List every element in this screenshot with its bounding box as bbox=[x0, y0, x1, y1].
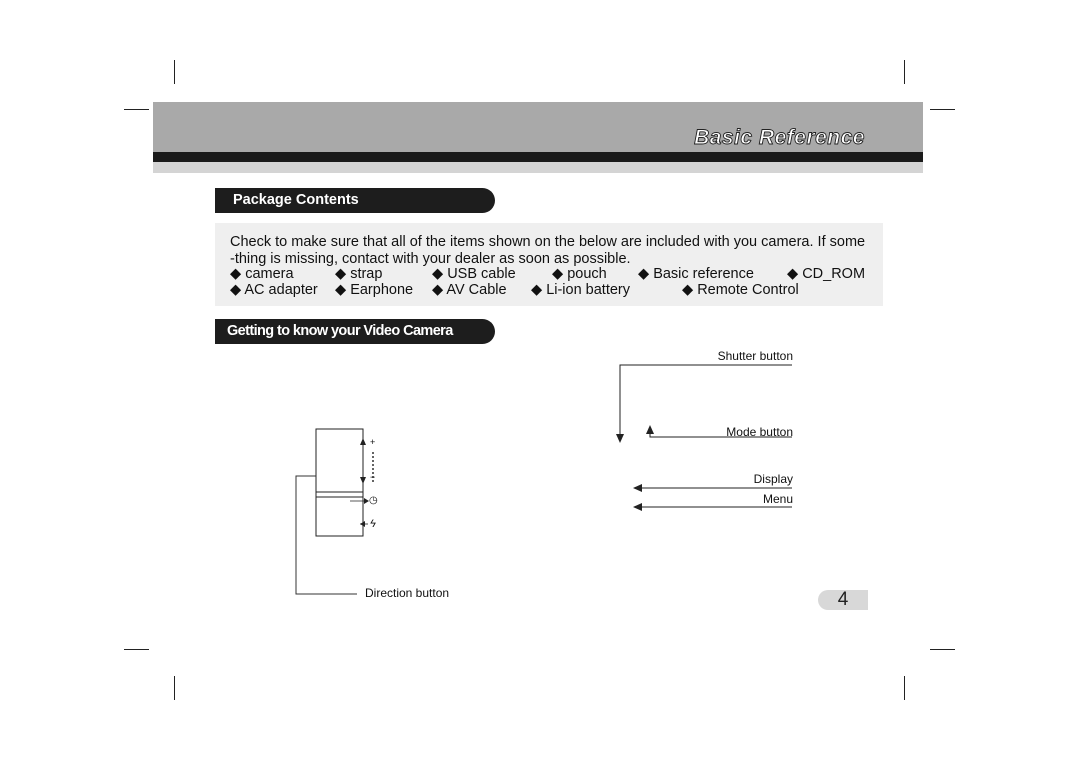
item-label: AC adapter bbox=[244, 282, 318, 298]
page-number: 4 bbox=[818, 590, 868, 610]
list-item bbox=[335, 282, 413, 298]
package-contents-box bbox=[215, 223, 883, 306]
camera-side-diagram bbox=[280, 420, 400, 600]
crop-mark bbox=[124, 649, 149, 650]
bullet-diamond-icon: ◆ bbox=[230, 266, 242, 282]
item-label: CD_ROM bbox=[802, 266, 866, 282]
shutter-button-label: Shutter button bbox=[717, 349, 793, 363]
crop-mark bbox=[904, 676, 905, 700]
list-item bbox=[682, 282, 799, 298]
camera-side-outline bbox=[316, 429, 363, 536]
header-banner bbox=[153, 102, 923, 152]
list-item bbox=[531, 282, 630, 298]
item-label: Basic reference bbox=[653, 266, 754, 282]
bullet-diamond-icon: ◆ bbox=[432, 266, 444, 282]
item-label: USB cable bbox=[447, 266, 516, 282]
list-item bbox=[432, 282, 507, 298]
bullet-diamond-icon: ◆ bbox=[531, 282, 543, 298]
list-item bbox=[432, 266, 516, 282]
bullet-diamond-icon: ◆ bbox=[552, 266, 564, 282]
zoom-plus-icon: + bbox=[370, 437, 376, 447]
list-item bbox=[335, 266, 382, 282]
display-arrow-icon bbox=[633, 484, 642, 492]
direction-leader-line bbox=[296, 476, 357, 594]
bullet-diamond-icon: ◆ bbox=[682, 282, 694, 298]
item-label: Li-ion battery bbox=[546, 282, 631, 298]
item-label: camera bbox=[245, 266, 294, 282]
crop-mark bbox=[904, 60, 905, 84]
header-rule-dark bbox=[153, 152, 923, 162]
bullet-diamond-icon: ◆ bbox=[638, 266, 650, 282]
section-title-camera bbox=[215, 319, 495, 344]
zoom-minus-icon: − bbox=[370, 472, 376, 482]
crop-mark bbox=[930, 649, 955, 650]
bullet-diamond-icon: ◆ bbox=[432, 282, 444, 298]
zoom-up-arrow-icon bbox=[360, 438, 366, 445]
list-item bbox=[638, 266, 754, 282]
self-timer-icon: ◷ bbox=[369, 495, 378, 506]
bullet-diamond-icon: ◆ bbox=[335, 282, 347, 298]
item-label: AV Cable bbox=[446, 282, 507, 298]
section-title-package bbox=[215, 188, 495, 213]
item-label: Earphone bbox=[350, 282, 414, 298]
list-item bbox=[230, 266, 294, 282]
bullet-diamond-icon: ◆ bbox=[335, 266, 347, 282]
crop-mark bbox=[174, 60, 175, 84]
item-label: Remote Control bbox=[697, 282, 799, 298]
package-intro bbox=[230, 234, 875, 267]
list-item bbox=[552, 266, 607, 282]
zoom-down-arrow-icon bbox=[360, 477, 366, 484]
crop-mark bbox=[930, 109, 955, 110]
bullet-diamond-icon: ◆ bbox=[230, 282, 242, 298]
header-rule-light bbox=[153, 162, 923, 173]
intro-line-2: -thing is missing, contact with your dealer as soon as possible. bbox=[230, 250, 631, 267]
bullet-diamond-icon: ◆ bbox=[787, 266, 799, 282]
shutter-arrow-icon bbox=[616, 434, 624, 443]
section-title-package-text: Package Contents bbox=[233, 192, 359, 208]
item-label: pouch bbox=[567, 266, 607, 282]
intro-line-1: Check to make sure that all of the items shown on the below are included with you camera. If some bbox=[230, 234, 866, 250]
crop-mark bbox=[124, 109, 149, 110]
section-title-camera-text: Getting to know your Video Camera bbox=[227, 323, 453, 339]
flash-icon: ϟ bbox=[370, 518, 376, 530]
direction-button-label: Direction button bbox=[365, 586, 450, 600]
list-item bbox=[787, 266, 865, 282]
display-label: Display bbox=[753, 472, 793, 486]
crop-mark bbox=[174, 676, 175, 700]
mode-button-label: Mode button bbox=[726, 425, 793, 439]
item-label: strap bbox=[350, 266, 383, 282]
menu-arrow-icon bbox=[633, 503, 642, 511]
page-header-title: Basic Reference bbox=[694, 126, 865, 149]
menu-label: Menu bbox=[762, 492, 793, 506]
list-item bbox=[230, 282, 318, 298]
mode-arrow-icon bbox=[646, 425, 654, 434]
